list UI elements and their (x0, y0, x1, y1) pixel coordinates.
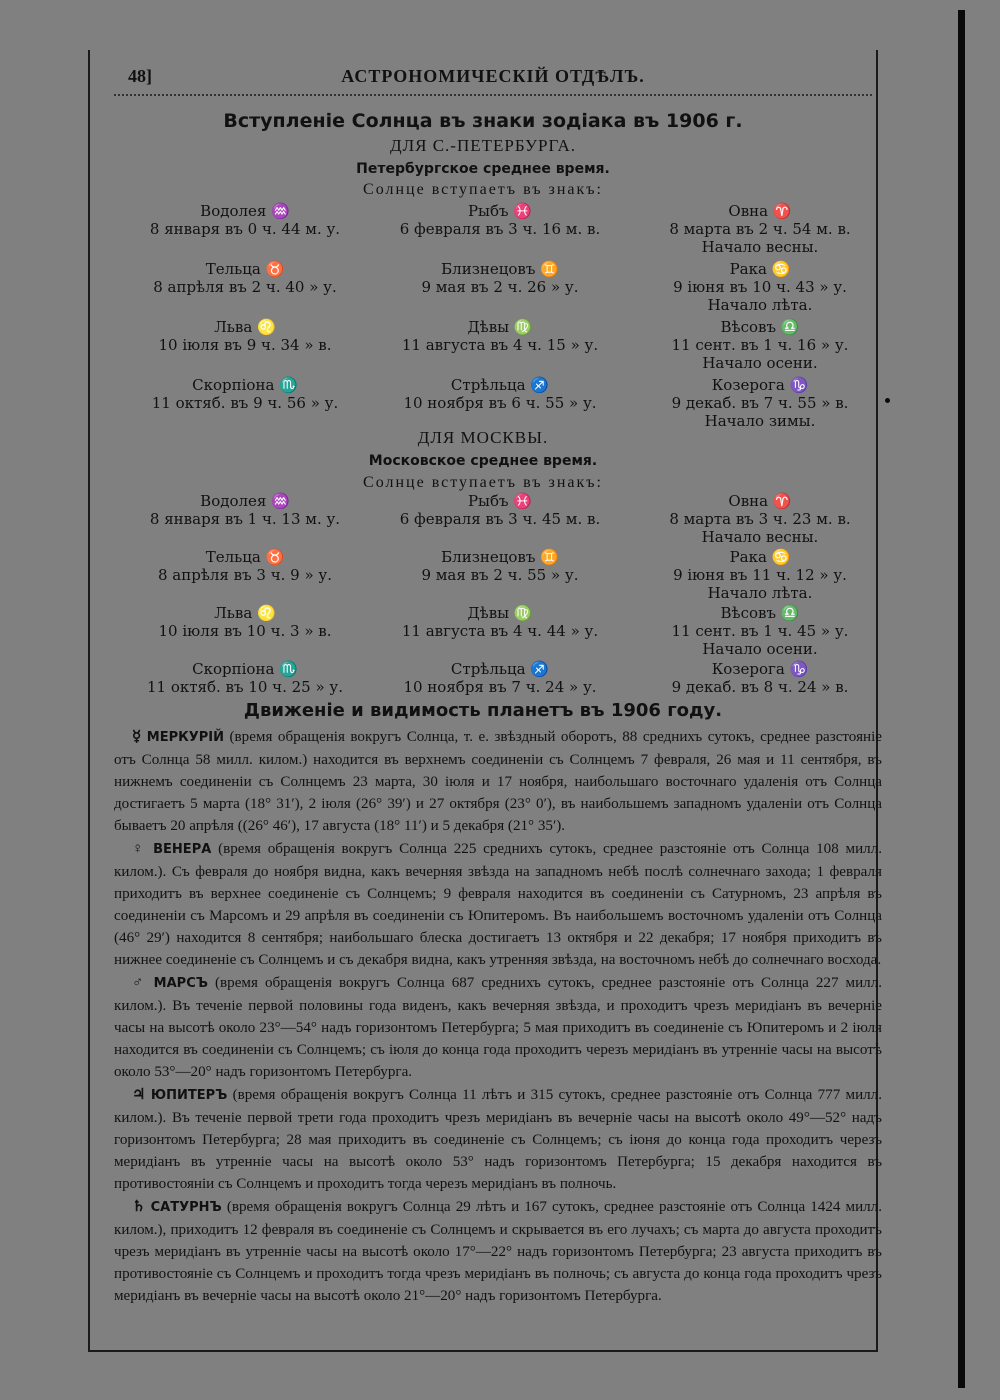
zodiac-sign: Рыбъ ♓ (467, 202, 533, 220)
mercury-icon: ☿ (132, 729, 142, 745)
zodiac-sign: Овна ♈ (728, 202, 792, 220)
zodiac-when: 10 ноября въ 6 ч. 55 » у. (403, 394, 597, 412)
zodiac-sign: Козерога ♑ (711, 660, 809, 678)
msk-intro: Солнце вступаетъ въ знакъ: (363, 474, 603, 491)
zodiac-when: 11 октяб. въ 9 ч. 56 » у. (151, 394, 339, 412)
zodiac-when: 8 апрѣля въ 2 ч. 40 » у. (153, 278, 337, 296)
zodiac-when: 8 января въ 1 ч. 13 м. у. (149, 510, 341, 528)
zodiac-entry (375, 604, 625, 640)
scan-speck (885, 398, 890, 403)
zodiac-entry (635, 318, 885, 372)
zodiac-sign: Водолея ♒ (200, 202, 290, 220)
zodiac-note: Начало весны. (701, 528, 819, 546)
zodiac-row (90, 376, 880, 436)
zodiac-entry (120, 548, 370, 584)
zodiac-when: 9 іюня въ 11 ч. 12 » у. (673, 566, 847, 584)
zodiac-when: 10 іюля въ 9 ч. 34 » в. (158, 336, 332, 354)
zodiac-entry (635, 548, 885, 602)
zodiac-sign: Стрѣльца ♐ (450, 376, 550, 394)
zodiac-sign: Рака ♋ (729, 548, 791, 566)
zodiac-sign: Вѣсовъ ♎ (720, 318, 800, 336)
venus-icon: ♀ (132, 841, 147, 857)
zodiac-sign: Скорпіона ♏ (192, 376, 298, 394)
zodiac-entry (375, 260, 625, 296)
spb-intro: Солнце вступаетъ въ знакъ: (363, 181, 603, 198)
zodiac-when: 8 марта въ 3 ч. 23 м. в. (669, 510, 851, 528)
zodiac-when: 11 августа въ 4 ч. 15 » у. (401, 336, 599, 354)
zodiac-sign: Стрѣльца ♐ (450, 660, 550, 678)
zodiac-note: Начало осени. (702, 354, 818, 372)
planet-text: (время обращенія вокругъ Солнца, т. е. звѣздный оборотъ, 88 среднихъ сутокъ, среднее разстояніе отъ Солнца 58 милл. килом.) находится въ верхнемъ соединеніи съ Солнцемъ 7 февраля, 26 мая и 11 сентября, въ нижнемъ соединеніи съ Солнцемъ 23 марта, 30 іюля и 17 ноября, наибольшаго восточнаго удаленія отъ Солнца достигаетъ 5 марта (18° 31′), 2 іюля (26° 39′) и 27 октября (23° 0′), въ наибольшемъ западномъ удаленіи отъ Солнца бываетъ 20 апрѣля ((26° 46′), 17 августа (18° 11′) и 5 декабря (21° 35′). (114, 729, 882, 834)
zodiac-row (90, 260, 880, 320)
zodiac-entry (120, 202, 370, 238)
jupiter-icon: ♃ (132, 1087, 146, 1103)
zodiac-sign: Льва ♌ (214, 318, 276, 336)
zodiac-when: 8 апрѣля въ 3 ч. 9 » у. (157, 566, 333, 584)
zodiac-sign: Дѣвы ♍ (467, 604, 533, 622)
running-title: АСТРОНОМИЧЕСКІЙ ОТДѢЛЪ. (341, 66, 645, 86)
zodiac-entry (120, 260, 370, 296)
planet-text: (время обращенія вокругъ Солнца 687 среднихъ сутокъ, среднее разстояніе отъ Солнца 227 милл. килом.). Въ теченіе первой половины года виденъ, какъ вечерняя звѣзда, и проходитъ чрезъ меридіанъ въ вечерніе часы на высотѣ около 23°—54° надъ горизонтомъ Петербурга; 5 мая приходитъ въ соединеніе съ Юпитеромъ и 2 іюля находится въ соединеніи съ Солнцемъ; съ іюля до конца года проходитъ черезъ меридіанъ въ утренніе часы на высотѣ около 53°—20° надъ горизонтомъ Петербурга. (114, 975, 883, 1080)
msk-heading: ДЛЯ МОСКВЫ. (417, 428, 549, 447)
planet-paragraph (114, 838, 882, 971)
planet-name: ВЕНЕРА (153, 842, 212, 857)
zodiac-note: Начало зимы. (704, 412, 816, 430)
zodiac-entry (120, 660, 370, 696)
zodiac-sign: Близнецовъ ♊ (441, 260, 559, 278)
zodiac-entry (375, 202, 625, 238)
book-page (88, 50, 883, 1352)
header-rule (114, 94, 872, 102)
zodiac-entry (120, 318, 370, 354)
zodiac-sign: Льва ♌ (214, 604, 276, 622)
zodiac-when: 10 іюля въ 10 ч. 3 » в. (158, 622, 332, 640)
planet-paragraph (114, 726, 882, 837)
spb-time-label: Петербургское среднее время. (356, 161, 610, 177)
zodiac-entry (120, 492, 370, 528)
planet-text: (время обращенія вокругъ Солнца 11 лѣтъ и 315 сутокъ, среднее разстояніе отъ Солнца 777 милл. килом.). Въ теченіе первой трети года проходитъ чрезъ меридіанъ въ вечерніе часы на высотѣ около 49°—52° надъ горизонтомъ Петербурга; 28 мая приходитъ въ соединеніе съ Солнцемъ; съ іюня до конца года проходитъ черезъ меридіанъ въ утренніе часы на высотѣ около 53° надъ горизонтомъ Петербурга; 15 декабря находится въ противостояніи съ Солнцемъ и проходитъ тогда черезъ меридіанъ въ полночь. (114, 1087, 882, 1192)
planet-name: ЮПИТЕРЪ (150, 1088, 228, 1103)
zodiac-entry (375, 318, 625, 354)
scan-edge-bar (958, 10, 965, 1388)
zodiac-row (90, 492, 880, 552)
zodiac-entry (375, 660, 625, 696)
zodiac-sign: Дѣвы ♍ (467, 318, 533, 336)
zodiac-when: 9 мая въ 2 ч. 26 » у. (421, 278, 579, 296)
zodiac-row (90, 548, 880, 608)
zodiac-entry (375, 376, 625, 412)
planet-name: МАРСЪ (153, 976, 208, 991)
zodiac-when: 9 декаб. въ 8 ч. 24 » в. (671, 678, 849, 696)
zodiac-sign: Водолея ♒ (200, 492, 290, 510)
zodiac-when: 9 іюня въ 10 ч. 43 » у. (673, 278, 847, 296)
zodiac-when: 11 сент. въ 1 ч. 16 » у. (671, 336, 849, 354)
zodiac-sign: Близнецовъ ♊ (441, 548, 559, 566)
zodiac-row (90, 604, 880, 664)
planet-name: САТУРНЪ (150, 1200, 222, 1215)
msk-time-label: Московское среднее время. (368, 453, 598, 469)
zodiac-row (90, 318, 880, 378)
zodiac-entry (635, 660, 885, 696)
zodiac-when: 10 ноября въ 7 ч. 24 » у. (403, 678, 597, 696)
zodiac-sign: Рака ♋ (729, 260, 791, 278)
zodiac-when: 11 сент. въ 1 ч. 45 » у. (671, 622, 849, 640)
zodiac-sign: Тельца ♉ (205, 260, 285, 278)
zodiac-when: 11 октяб. въ 10 ч. 25 » у. (146, 678, 344, 696)
main-title: Вступленіе Солнца въ знаки зодіака въ 1906 г. (223, 110, 743, 132)
zodiac-entry (120, 604, 370, 640)
zodiac-note: Начало лѣта. (707, 296, 813, 314)
zodiac-sign: Козерога ♑ (711, 376, 809, 394)
planets-title: Движеніе и видимость планетъ въ 1906 году. (243, 700, 723, 721)
zodiac-sign: Овна ♈ (728, 492, 792, 510)
saturn-icon: ♄ (132, 1199, 146, 1215)
zodiac-when: 8 марта въ 2 ч. 54 м. в. (669, 220, 851, 238)
zodiac-entry (635, 202, 885, 256)
zodiac-entry (635, 492, 885, 546)
zodiac-note: Начало весны. (701, 238, 819, 256)
planets-section (114, 726, 882, 1308)
zodiac-note: Начало осени. (702, 640, 818, 658)
zodiac-note: Начало лѣта. (707, 584, 813, 602)
zodiac-sign: Тельца ♉ (205, 548, 285, 566)
zodiac-entry (375, 548, 625, 584)
mars-icon: ♂ (132, 975, 147, 991)
zodiac-when: 8 января въ 0 ч. 44 м. у. (149, 220, 341, 238)
planet-paragraph (114, 972, 882, 1083)
zodiac-sign: Рыбъ ♓ (467, 492, 533, 510)
zodiac-entry (635, 604, 885, 658)
zodiac-when: 11 августа въ 4 ч. 44 » у. (401, 622, 599, 640)
page-number: 48] (128, 66, 152, 86)
zodiac-sign: Вѣсовъ ♎ (720, 604, 800, 622)
zodiac-entry (120, 376, 370, 412)
zodiac-when: 9 мая въ 2 ч. 55 » у. (421, 566, 579, 584)
zodiac-when: 6 февраля въ 3 ч. 45 м. в. (399, 510, 601, 528)
zodiac-when: 9 декаб. въ 7 ч. 55 » в. (671, 394, 849, 412)
zodiac-entry (635, 376, 885, 430)
planet-name: МЕРКУРІЙ (146, 730, 225, 745)
planet-paragraph (114, 1196, 882, 1307)
planet-text: (время обращенія вокругъ Солнца 225 среднихъ сутокъ, среднее разстояніе отъ Солнца 108 милл. килом.). Съ февраля до ноября видна, какъ вечерняя звѣзда на западномъ небѣ послѣ солнечнаго захода; 1 февраля приходитъ въ верхнее соединеніе съ Солнцемъ; 9 февраля находится въ соединеніи съ Сатурномъ, 23 апрѣля въ соединеніи съ Марсомъ и 29 апрѣля въ соединеніи съ Юпитеромъ. Въ наибольшемъ восточномъ удаленіи отъ Солнца (46° 29′) находится 8 сентября; наибольшаго блеска достигаетъ 13 октября и 22 декабря; 17 ноября приходитъ въ нижнее соединеніе съ Солнцемъ и съ декабря видна, какъ утренняя звѣзда, на восточномъ небѣ до солнечнаго восхода. (114, 841, 882, 968)
spb-heading: ДЛЯ С.-ПЕТЕРБУРГА. (389, 136, 576, 155)
page-header (120, 66, 866, 96)
zodiac-entry (375, 492, 625, 528)
zodiac-entry (635, 260, 885, 314)
zodiac-sign: Скорпіона ♏ (192, 660, 298, 678)
zodiac-when: 6 февраля въ 3 ч. 16 м. в. (399, 220, 601, 238)
planet-text: (время обращенія вокругъ Солнца 29 лѣтъ и 167 сутокъ, среднее разстояніе отъ Солнца 1424 милл. килом.), приходитъ 12 февраля въ соединеніе съ Солнцемъ и скрывается въ его лучахъ; съ марта до августа проходитъ чрезъ меридіанъ въ утренніе часы на высотѣ около 17°—22° надъ горизонтомъ Петербурга; 23 августа приходитъ въ противостояніе съ Солнцемъ и проходитъ тогда чрезъ меридіанъ въ полночь; съ августа до конца года проходитъ чрезъ меридіанъ въ вечерніе часы на высотѣ около 21°—20° надъ горизонтомъ Петербурга. (114, 1199, 882, 1304)
zodiac-row (90, 202, 880, 262)
planet-paragraph (114, 1084, 882, 1195)
